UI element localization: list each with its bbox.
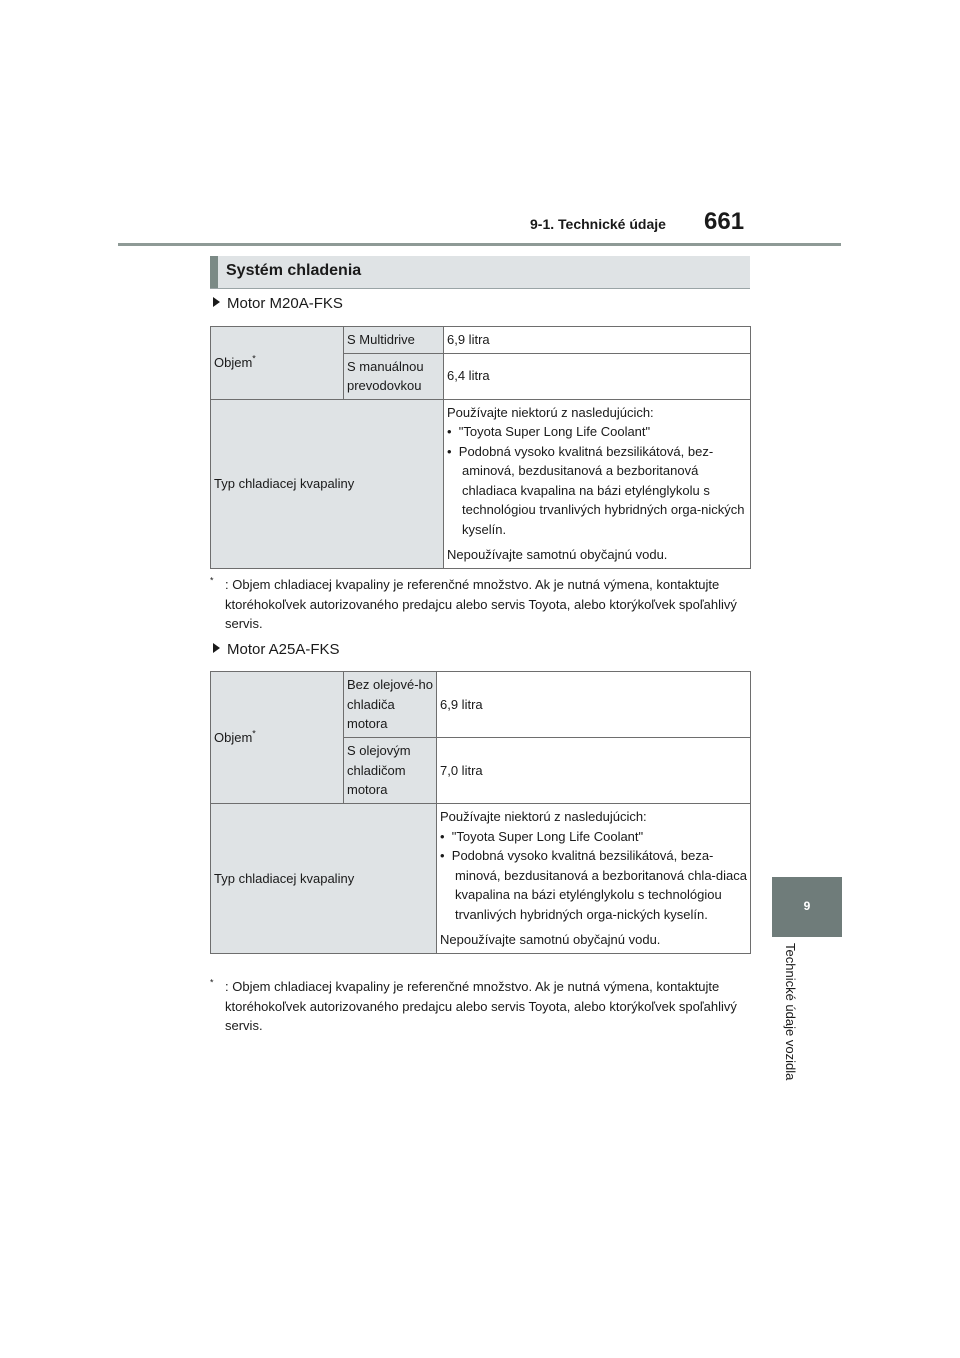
header-section-title: 9-1. Technické údaje: [530, 216, 666, 232]
engine-heading-2: [213, 641, 340, 658]
coolant-description-cell: [437, 804, 751, 954]
coolant-table-1: [210, 326, 751, 569]
variant-cell: S olejovým chladičom motora: [344, 738, 437, 804]
footnote-text: : Objem chladiacej kvapaliny je referenčné množstvo. Ak je nutná výmena, kontaktujte ktoréhokoľvek autorizovaného predajcu alebo servis Toyota, alebo ktorýkoľvek spoľahlivý servis.: [225, 979, 737, 1033]
coolant-table-2: [210, 671, 751, 954]
coolant-bullet: • "Toyota Super Long Life Coolant": [447, 424, 651, 439]
coolant-warning: Nepoužívajte samotnú obyčajnú vodu.: [440, 932, 661, 947]
section-heading-accent: [210, 256, 218, 288]
engine-heading-1: [213, 295, 343, 312]
chapter-title: Technické údaje vozidla: [783, 943, 798, 1081]
coolant-bullet: • Podobná vysoko kvalitná bezsilikátová, bez-aminová, bezdusitanová a bezboritanová chladiaca kvapalina na bázi etylénglykolu s technológiou trvanlivých hybridných orga-nických kyselín.: [447, 443, 745, 537]
section-heading: [210, 256, 750, 289]
variant-cell: S manuálnou prevodovkou: [344, 353, 444, 399]
variant-cell: S Multidrive: [344, 327, 444, 354]
page-number: 661: [704, 208, 745, 235]
chapter-tab: [772, 877, 842, 937]
coolant-bullet: • Podobná vysoko kvalitná bezsilikátová, beza-minová, bezdusitanová a bezboritanová chla-diaca kvapalina na bázi etylénglykolu s technológiou trvanlivých hybridných orga-nických kyselín.: [440, 848, 747, 922]
value-cell: 6,4 litra: [444, 353, 751, 399]
volume-label-cell: Objem*: [211, 327, 344, 400]
table-row: [211, 672, 751, 738]
volume-label-cell: Objem*: [211, 672, 344, 804]
coolant-description-cell: [444, 399, 751, 568]
footnote-1: * : Objem chladiacej kvapaliny je referenčné množstvo. Ak je nutná výmena, kontaktujte ktoréhokoľvek autorizovaného predajcu alebo servis Toyota, alebo ktorýkoľvek spoľahlivý servis.: [210, 575, 750, 634]
section-title: Systém chladenia: [226, 262, 362, 279]
engine-name: Motor A25A-FKS: [227, 641, 340, 658]
footnote-text: : Objem chladiacej kvapaliny je referenčné množstvo. Ak je nutná výmena, kontaktujte ktoréhokoľvek autorizovaného predajcu alebo servis Toyota, alebo ktorýkoľvek spoľahlivý servis.: [225, 577, 737, 631]
value-cell: 6,9 litra: [444, 327, 751, 354]
coolant-intro: Používajte niektorú z nasledujúcich:: [440, 809, 647, 824]
table-row: [211, 327, 751, 354]
table-row: [211, 804, 751, 954]
triangle-bullet-icon: [213, 297, 220, 307]
coolant-label-cell: Typ chladiacej kvapaliny: [211, 804, 437, 954]
table-row: [211, 399, 751, 568]
footnote-2: * : Objem chladiacej kvapaliny je referenčné množstvo. Ak je nutná výmena, kontaktujte ktoréhokoľvek autorizovaného predajcu alebo servis Toyota, alebo ktorýkoľvek spoľahlivý servis.: [210, 977, 750, 1036]
engine-name: Motor M20A-FKS: [227, 295, 343, 312]
coolant-bullet: • "Toyota Super Long Life Coolant": [440, 828, 644, 844]
triangle-bullet-icon: [213, 643, 220, 653]
coolant-intro: Používajte niektorú z nasledujúcich:: [447, 404, 654, 420]
value-cell: 6,9 litra: [437, 672, 751, 738]
header-rule: [118, 243, 841, 246]
chapter-number: 9: [803, 899, 811, 913]
variant-cell: Bez olejové-ho chladiča motora: [344, 672, 437, 738]
coolant-label-cell: Typ chladiacej kvapaliny: [211, 399, 444, 568]
value-cell: 7,0 litra: [437, 738, 751, 804]
coolant-warning: Nepoužívajte samotnú obyčajnú vodu.: [447, 547, 668, 562]
